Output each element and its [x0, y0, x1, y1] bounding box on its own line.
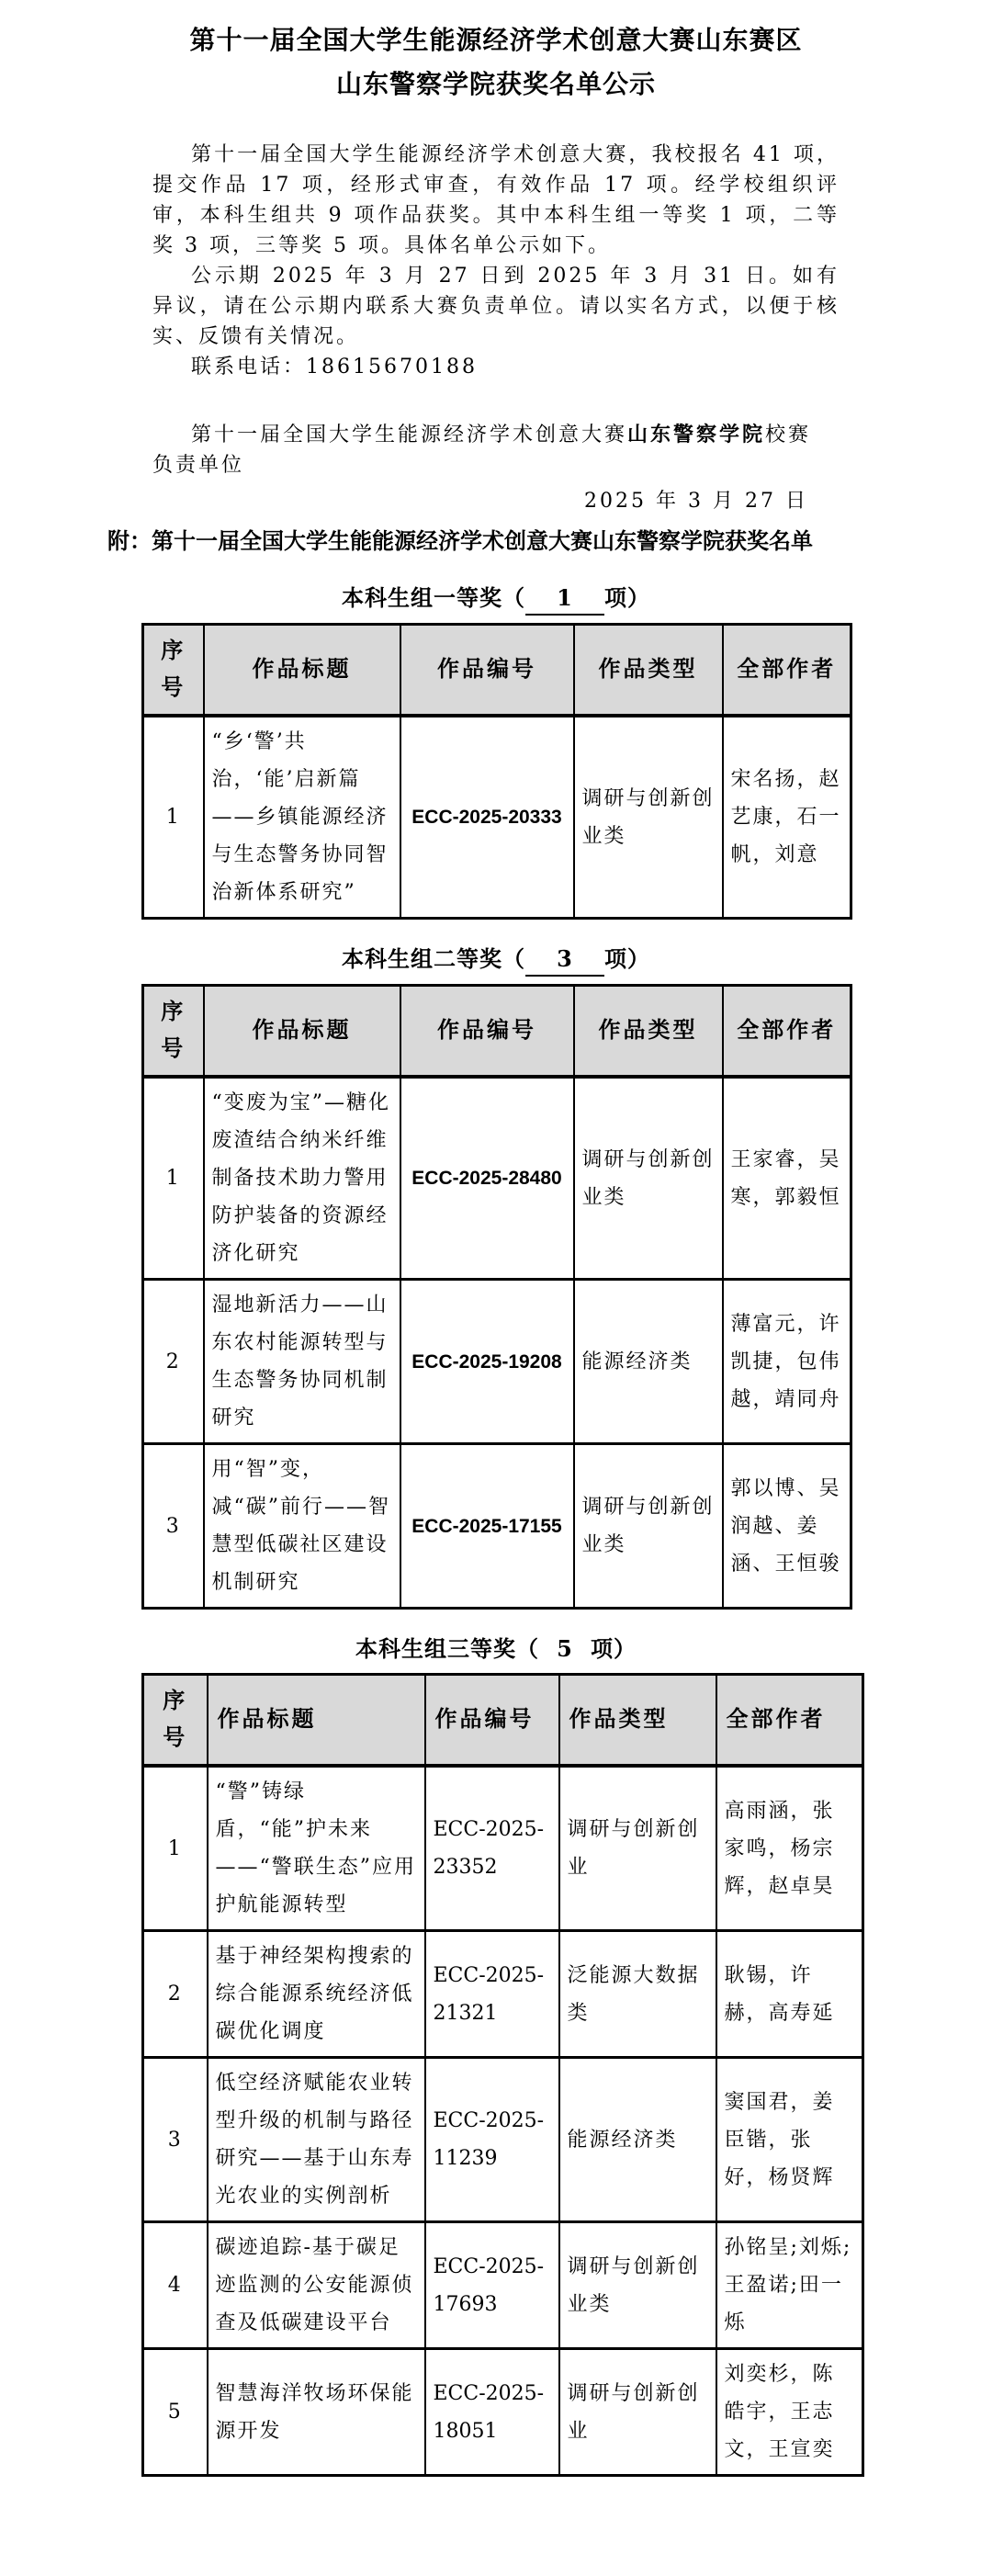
section-count: 1: [525, 582, 604, 616]
cell-num: 1: [143, 716, 204, 919]
column-header-type: 作品类型: [574, 986, 723, 1078]
cell-authors: 宋名扬，赵艺康，石一帆，刘意: [723, 716, 851, 919]
section-count: 3: [525, 943, 604, 977]
section-title-suffix: 项）: [591, 1637, 637, 1662]
section-title: [0, 1633, 992, 1666]
cell-type: 调研与创新创业类: [574, 1444, 723, 1609]
award-section: [0, 582, 992, 920]
cell-id: ECC-2025-19208: [400, 1280, 574, 1444]
paragraph-notice: 公示期 2025 年 3 月 27 日到 2025 年 3 月 31 日。如有异议，请在公示期内联系大赛负责单位。请以实名方式，以便于核实、反馈有关情况。: [152, 265, 840, 348]
cell-type: 调研与创新创业类: [574, 716, 723, 919]
award-section: [0, 943, 992, 1610]
cell-type: 调研与创新创业: [559, 2349, 716, 2476]
column-header-title: 作品标题: [204, 625, 400, 717]
cell-num: 3: [143, 1444, 204, 1609]
table-row: [143, 1931, 863, 2058]
cell-authors: 孙铭呈;刘烁;王盈诺;田一烁: [716, 2222, 863, 2349]
column-header-num: 序 号: [143, 986, 204, 1078]
column-header-authors: 全部作者: [723, 625, 851, 717]
column-header-type: 作品类型: [559, 1675, 716, 1767]
cell-title: 低空经济赋能农业转型升级的机制与路径研究——基于山东寿光农业的实例剖析: [208, 2058, 425, 2222]
cell-title: 基于神经架构搜索的综合能源系统经济低碳优化调度: [208, 1931, 425, 2058]
signature-line2: 负责单位: [152, 454, 245, 477]
cell-num: 2: [143, 1931, 208, 2058]
cell-num: 3: [143, 2058, 208, 2222]
award-table: [141, 984, 852, 1610]
section-title: [0, 582, 992, 616]
cell-id: ECC-2025-18051: [425, 2349, 559, 2476]
cell-authors: 薄富元，许凯捷，包伟越，靖同舟: [723, 1280, 851, 1444]
cell-type: 泛能源大数据类: [559, 1931, 716, 2058]
cell-num: 4: [143, 2222, 208, 2349]
cell-id: ECC-2025-21321: [425, 1931, 559, 2058]
table-row: [143, 1444, 851, 1609]
section-title-prefix: 本科生组二等奖（: [342, 947, 525, 972]
cell-title: 用“智”变，减“碳”前行——智慧型低碳社区建设机制研究: [204, 1444, 400, 1609]
column-header-id: 作品编号: [400, 986, 574, 1078]
table-row: [143, 2058, 863, 2222]
contact-phone-line: 联系电话：18615670188: [191, 356, 478, 378]
cell-title: 湿地新活力——山东农村能源转型与生态警务协同机制研究: [204, 1280, 400, 1444]
paragraph-intro: 第十一届全国大学生能源经济学术创意大赛，我校报名 41 项，提交作品 17 项，经形式审查，有效作品 17 项。经学校组织评审，本科生组共 9 项作品获奖。其中本科生组一等奖 1 项，二等奖 3 项，三等奖 5 项。具体名单公示如下。: [152, 143, 840, 257]
cell-type: 调研与创新创业类: [574, 1077, 723, 1280]
cell-id: ECC-2025-17693: [425, 2222, 559, 2349]
table-header-row: [143, 1675, 863, 1767]
section-title-prefix: 本科生组三等奖（: [355, 1637, 539, 1662]
signature-prefix: 第十一届全国大学生能源经济学术创意大赛: [191, 424, 628, 446]
page-title-line1: 第十一届全国大学生能源经济学术创意大赛山东赛区: [189, 26, 803, 54]
cell-title: 智慧海洋牧场环保能源开发: [208, 2349, 425, 2476]
cell-authors: 高雨涵，张家鸣，杨宗辉，赵卓昊: [716, 1766, 863, 1931]
cell-type: 能源经济类: [574, 1280, 723, 1444]
cell-type: 调研与创新创业: [559, 1766, 716, 1931]
table-row: [143, 1280, 851, 1444]
section-count: 5: [557, 1635, 573, 1662]
column-header-num: 序 号: [143, 625, 204, 717]
column-header-authors: 全部作者: [723, 986, 851, 1078]
cell-type: 能源经济类: [559, 2058, 716, 2222]
date-line: 2025 年 3 月 27 日: [584, 490, 808, 513]
table-header-row: [143, 625, 851, 717]
column-header-authors: 全部作者: [716, 1675, 863, 1767]
column-header-id: 作品编号: [400, 625, 574, 717]
cell-authors: 刘奕杉，陈皓宇，王志文，王宣奕: [716, 2349, 863, 2476]
cell-authors: 郭以博、吴润越、姜涵、王恒骏: [723, 1444, 851, 1609]
section-title-suffix: 项）: [604, 947, 650, 972]
cell-id: ECC-2025-28480: [400, 1077, 574, 1280]
section-title-suffix: 项）: [604, 586, 650, 611]
table-row: [143, 1077, 851, 1280]
cell-authors: 窦国君，姜臣锴，张好，杨贤辉: [716, 2058, 863, 2222]
column-header-id: 作品编号: [425, 1675, 559, 1767]
award-section: [0, 1633, 992, 2477]
signature-block: [152, 419, 840, 480]
table-row: [143, 2222, 863, 2349]
cell-authors: 耿锡，许赫，高寿延: [716, 1931, 863, 2058]
award-table: [141, 1673, 864, 2477]
award-sections: [0, 582, 992, 2477]
cell-id: ECC-2025-23352: [425, 1766, 559, 1931]
page-title: [0, 0, 992, 107]
table-row: [143, 2349, 863, 2476]
section-title-prefix: 本科生组一等奖（: [342, 586, 525, 611]
cell-type: 调研与创新创业类: [559, 2222, 716, 2349]
award-table: [141, 623, 852, 920]
column-header-title: 作品标题: [208, 1675, 425, 1767]
cell-num: 2: [143, 1280, 204, 1444]
cell-num: 5: [143, 2349, 208, 2476]
cell-num: 1: [143, 1077, 204, 1280]
cell-title: “变废为宝”—糖化废渣结合纳米纤维制备技术助力警用防护装备的资源经济化研究: [204, 1077, 400, 1280]
cell-id: ECC-2025-11239: [425, 2058, 559, 2222]
cell-id: ECC-2025-17155: [400, 1444, 574, 1609]
column-header-num: 序 号: [143, 1675, 208, 1767]
signature-suffix: 校赛: [765, 424, 812, 446]
section-title: [0, 943, 992, 977]
cell-title: “乡‘警’共治，‘能’启新篇——乡镇能源经济与生态警务协同智治新体系研究”: [204, 716, 400, 919]
table-row: [143, 716, 851, 919]
cell-id: ECC-2025-20333: [400, 716, 574, 919]
cell-title: “警”铸绿盾，“能”护未来——“警联生态”应用护航能源转型: [208, 1766, 425, 1931]
signature-org: 山东警察学院: [627, 423, 766, 446]
cell-authors: 王家睿，吴寒，郭毅恒: [723, 1077, 851, 1280]
column-header-title: 作品标题: [204, 986, 400, 1078]
column-header-type: 作品类型: [574, 625, 723, 717]
table-row: [143, 1766, 863, 1931]
attachment-heading: 附：第十一届全国大学生能能源经济学术创意大赛山东警察学院获奖名单: [107, 529, 813, 554]
page-title-line2: 山东警察学院获奖名单公示: [335, 70, 656, 98]
table-header-row: [143, 986, 851, 1078]
cell-num: 1: [143, 1766, 208, 1931]
cell-title: 碳迹追踪-基于碳足迹监测的公安能源侦查及低碳建设平台: [208, 2222, 425, 2349]
